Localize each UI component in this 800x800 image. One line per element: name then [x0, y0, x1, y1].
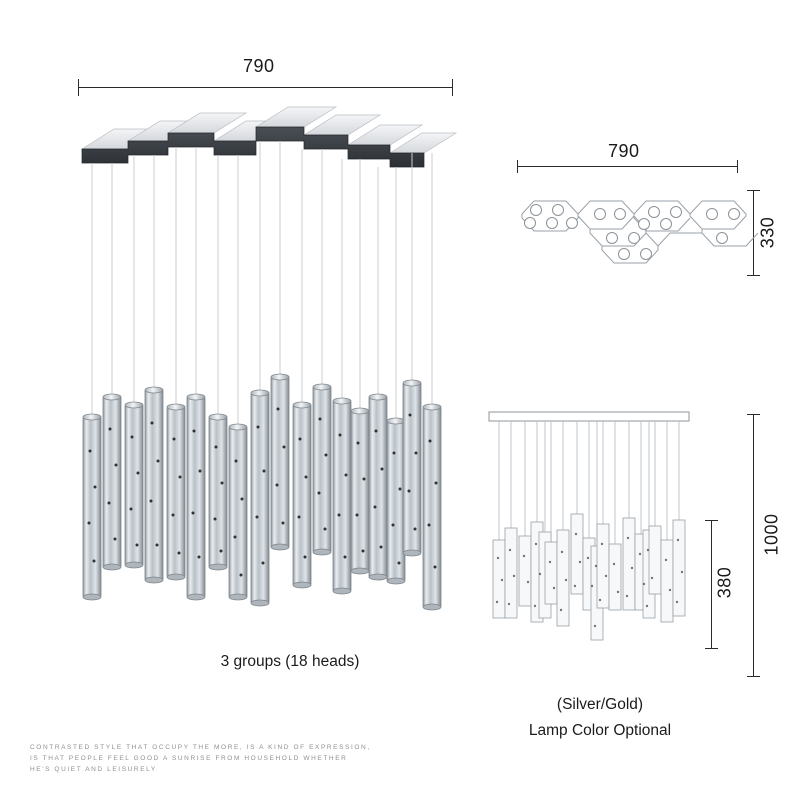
top-view-svg [508, 186, 748, 286]
frontview-tube-tick-top [705, 520, 718, 521]
topview-width-tick-right [737, 160, 738, 173]
main-width-dim-line [78, 87, 453, 88]
top-view [508, 186, 748, 286]
main-view-svg [50, 105, 480, 645]
frontview-total-tick-bottom [747, 676, 760, 677]
topview-width-tick-left [517, 160, 518, 173]
main-perspective-view [50, 105, 480, 645]
topview-width-label: 790 [608, 141, 640, 161]
topview-width-dim-line [517, 166, 738, 167]
topview-depth-tick-top [747, 190, 760, 191]
main-view-caption: 3 groups (18 heads) [220, 653, 360, 670]
topview-depth-dim-line [753, 190, 754, 275]
topview-depth-label: 330 [757, 216, 778, 249]
front-view [485, 410, 715, 660]
frontview-total-tick-top [747, 414, 760, 415]
main-width-label: 790 [243, 56, 275, 76]
topview-depth-tick-bottom [747, 275, 760, 276]
frontview-tube-dim-line [711, 520, 712, 648]
ceiling-canopy [82, 107, 456, 167]
frontview-tube-height-label: 380 [714, 566, 735, 599]
lamp-tubes [83, 374, 441, 610]
front-view-caption-color: (Silver/Gold) [556, 696, 644, 713]
fineprint-line-2: IS THAT PEOPLE FEEL GOOD A SUNRISE FROM HOUSEHOLD WHETHER [30, 755, 348, 762]
frontview-tube-tick-bottom [705, 648, 718, 649]
fineprint-block [30, 742, 371, 775]
frontview-total-dim-line [753, 414, 754, 676]
front-view-caption-optional: Lamp Color Optional [528, 722, 672, 739]
fineprint-line-3: HE'S QUIET AND LEISURELY [30, 766, 157, 773]
main-width-tick-left [78, 79, 79, 96]
fineprint-line-1: CONTRASTED STYLE THAT OCCUPY THE MORE, IS A KIND OF EXPRESSION, [30, 744, 371, 751]
main-width-tick-right [452, 79, 453, 96]
suspension-wires [92, 141, 432, 427]
frontview-total-height-label: 1000 [761, 513, 782, 556]
front-view-svg [485, 410, 715, 660]
